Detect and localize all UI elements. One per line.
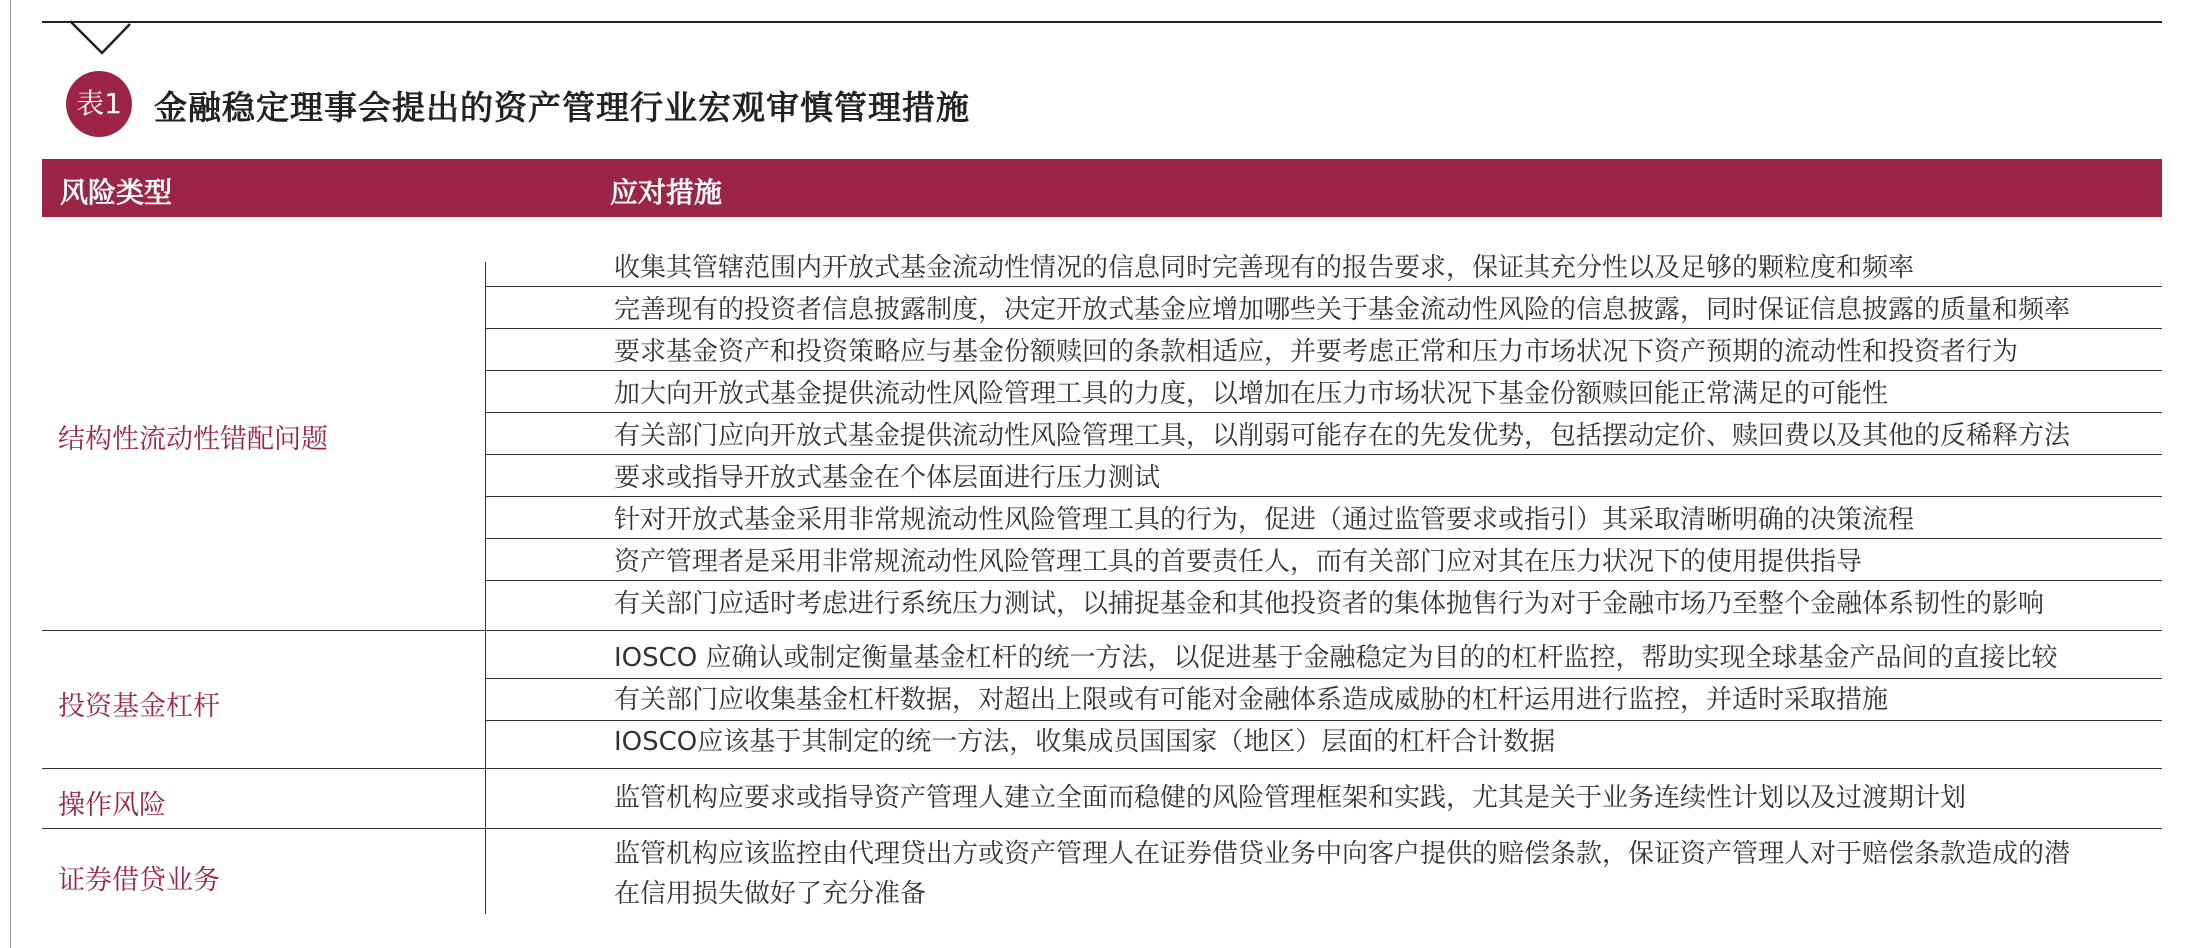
page-left-border <box>10 0 11 948</box>
measure-item: 在信用损失做好了充分准备 <box>614 879 927 909</box>
column-divider <box>485 262 486 914</box>
row-separator <box>485 678 2162 679</box>
risk-type-label: 投资基金杠杆 <box>58 691 220 722</box>
table-header <box>42 159 2162 217</box>
risk-type-label: 操作风险 <box>58 790 166 821</box>
notch-marker <box>68 20 132 56</box>
risk-type-label: 证券借贷业务 <box>58 865 220 896</box>
measure-item: 加大向开放式基金提供流动性风险管理工具的力度，以增加在压力市场状况下基金份额赎回能正常满足的可能性 <box>614 379 1889 409</box>
top-rule <box>42 21 2162 23</box>
measure-item: 有关部门应适时考虑进行系统压力测试，以捕捉基金和其他投资者的集体抛售行为对于金融市场乃至整个金融体系韧性的影响 <box>614 589 2045 619</box>
measure-item: 有关部门应向开放式基金提供流动性风险管理工具，以削弱可能存在的先发优势，包括摆动定价、赎回费以及其他的反稀释方法 <box>614 421 2071 451</box>
measure-item: 要求或指导开放式基金在个体层面进行压力测试 <box>614 463 1161 493</box>
measure-item: 完善现有的投资者信息披露制度，决定开放式基金应增加哪些关于基金流动性风险的信息披露，同时保证信息披露的质量和频率 <box>614 295 2071 325</box>
header-measures: 应对措施 <box>610 176 723 209</box>
group-separator <box>42 768 2162 769</box>
row-separator <box>485 720 2162 721</box>
measure-item: 针对开放式基金采用非常规流动性风险管理工具的行为，促进（通过监管要求或指引）其采取清晰明确的决策流程 <box>614 505 1915 535</box>
table-number-badge: 表1 <box>66 71 132 137</box>
group-separator <box>42 828 2162 829</box>
measure-item: 要求基金资产和投资策略应与基金份额赎回的条款相适应，并要考虑正常和压力市场状况下资产预期的流动性和投资者行为 <box>614 337 2019 367</box>
group-separator <box>42 630 2162 631</box>
measure-item: 监管机构应该监控由代理贷出方或资产管理人在证券借贷业务中向客户提供的赔偿条款，保证资产管理人对于赔偿条款造成的潜 <box>614 839 2071 869</box>
risk-type-label: 结构性流动性错配问题 <box>58 424 328 455</box>
header-risk-type: 风险类型 <box>60 176 173 209</box>
measure-item: 资产管理者是采用非常规流动性风险管理工具的首要责任人，而有关部门应对其在压力状况下的使用提供指导 <box>614 547 1863 577</box>
measure-item: 监管机构应要求或指导资产管理人建立全面而稳健的风险管理框架和实践，尤其是关于业务连续性计划以及过渡期计划 <box>614 783 1967 813</box>
measure-item: 收集其管辖范围内开放式基金流动性情况的信息同时完善现有的报告要求，保证其充分性以及足够的颗粒度和频率 <box>614 253 1915 283</box>
measure-item: IOSCO应该基于其制定的统一方法，收集成员国国家（地区）层面的杠杆合计数据 <box>614 727 1556 757</box>
measure-item: IOSCO 应确认或制定衡量基金杠杆的统一方法，以促进基于金融稳定为目的的杠杆监控，帮助实现全球基金产品间的直接比较 <box>614 643 2058 673</box>
table-title: 金融稳定理事会提出的资产管理行业宏观审慎管理措施 <box>154 88 970 127</box>
measure-item: 有关部门应收集基金杠杆数据，对超出上限或有可能对金融体系造成威胁的杠杆运用进行监控，并适时采取措施 <box>614 685 1889 715</box>
